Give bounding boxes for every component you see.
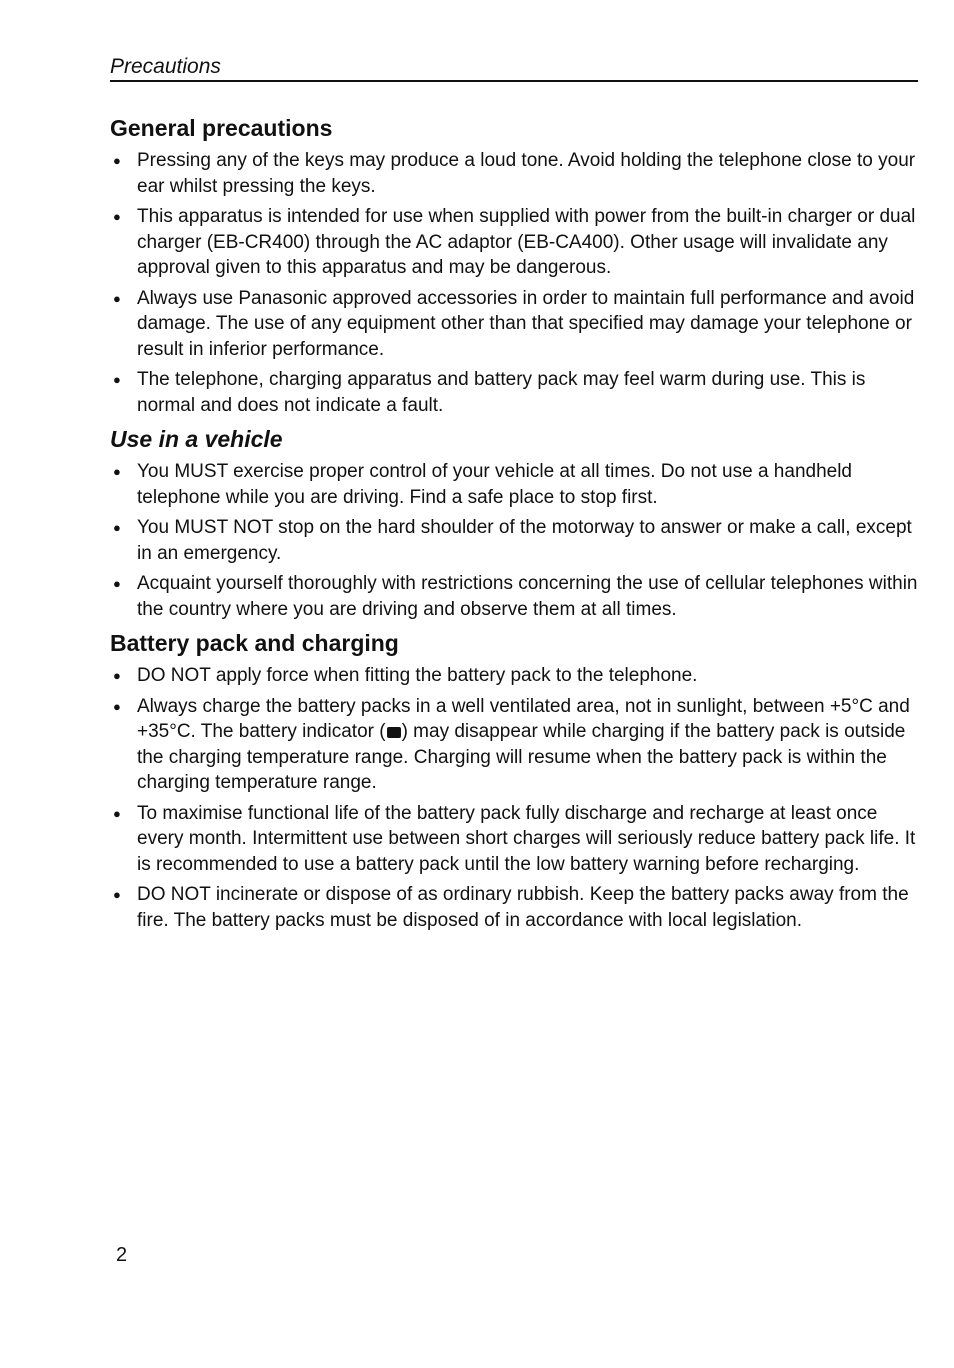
bullet-icon: ● xyxy=(113,290,121,306)
section-heading: Use in a vehicle xyxy=(110,426,283,452)
text-after-icon: ) may disappear while charging if the battery pack is outside the charging temperature range. Charging will resume when the battery pack is within the charging temperature range. xyxy=(137,721,906,793)
bullet-list xyxy=(110,459,918,622)
list-item-text: DO NOT incinerate or dispose of as ordinary rubbish. Keep the battery packs away from the fire. The battery packs must be disposed of in accordance with local legislation. xyxy=(137,884,909,931)
list-item xyxy=(110,367,918,418)
section-general-precautions xyxy=(110,112,918,418)
bullet-icon: ● xyxy=(113,520,121,535)
list-item-text: To maximise functional life of the battery pack fully discharge and recharge at least once every month. Intermittent use between short charges will seriously reduce battery pack life. It is recommended to use a battery pack until the low battery warning before recharging. xyxy=(137,802,916,875)
bullet-icon: ● xyxy=(113,464,121,479)
list-item xyxy=(110,204,918,281)
list-item xyxy=(110,148,918,199)
list-item-text: This apparatus is intended for use when supplied with power from the built-in charger or dual charger (EB-CR400) through the AC adaptor (EB-CA400). Other usage will invalidate any approval given to this apparatus and may be dangerous. xyxy=(137,206,916,278)
bullet-icon: ● xyxy=(113,209,121,224)
section-battery-charging xyxy=(110,627,918,933)
bullet-icon: ● xyxy=(113,887,121,902)
list-item-text: You MUST NOT stop on the hard shoulder of the motorway to answer or make a call, except in an emergency. xyxy=(137,517,912,564)
bullet-icon: ● xyxy=(113,576,121,591)
list-item xyxy=(110,286,918,363)
list-item xyxy=(110,694,918,796)
list-item xyxy=(110,459,918,510)
list-item-text: Acquaint yourself thoroughly with restrictions concerning the use of cellular telephones within the country where you are driving and observe them at all times. xyxy=(137,573,918,620)
list-item-text: DO NOT apply force when fitting the battery pack to the telephone. xyxy=(137,665,698,686)
list-item xyxy=(110,663,918,689)
list-item xyxy=(110,801,918,878)
bullet-icon: ● xyxy=(113,805,121,821)
bullet-list xyxy=(110,148,918,418)
list-item-text: The telephone, charging apparatus and battery pack may feel warm during use. This is normal and does not indicate a fault. xyxy=(137,369,866,416)
bullet-icon: ● xyxy=(113,668,121,683)
section-heading: Battery pack and charging xyxy=(110,630,399,656)
bullet-list xyxy=(110,663,918,933)
list-item xyxy=(110,882,918,933)
list-item-text: You MUST exercise proper control of your vehicle at all times. Do not use a handheld telephone while you are driving. Find a safe place to stop first. xyxy=(137,461,852,508)
page-number: 2 xyxy=(116,1244,128,1266)
list-item-text xyxy=(137,696,910,794)
section-use-in-vehicle xyxy=(110,423,918,622)
bullet-icon: ● xyxy=(113,698,121,714)
battery-indicator-icon xyxy=(387,727,401,738)
list-item xyxy=(110,571,918,622)
running-title: Precautions xyxy=(110,55,221,78)
text-before-icon: Always charge the battery packs in a well ventilated area, not in sunlight, between +5°C and +35°C. The battery indicator ( xyxy=(137,695,910,742)
bullet-icon: ● xyxy=(113,153,121,168)
bullet-icon: ● xyxy=(113,372,121,387)
page-content xyxy=(110,112,918,938)
list-item xyxy=(110,515,918,566)
page-header xyxy=(110,54,918,82)
list-item-text: Always use Panasonic approved accessories in order to maintain full performance and avoid damage. The use of any equipment other than that specified may damage your telephone or result in inferior performance. xyxy=(137,287,915,360)
list-item-text: Pressing any of the keys may produce a loud tone. Avoid holding the telephone close to your ear whilst pressing the keys. xyxy=(137,150,916,197)
section-heading: General precautions xyxy=(110,115,333,141)
